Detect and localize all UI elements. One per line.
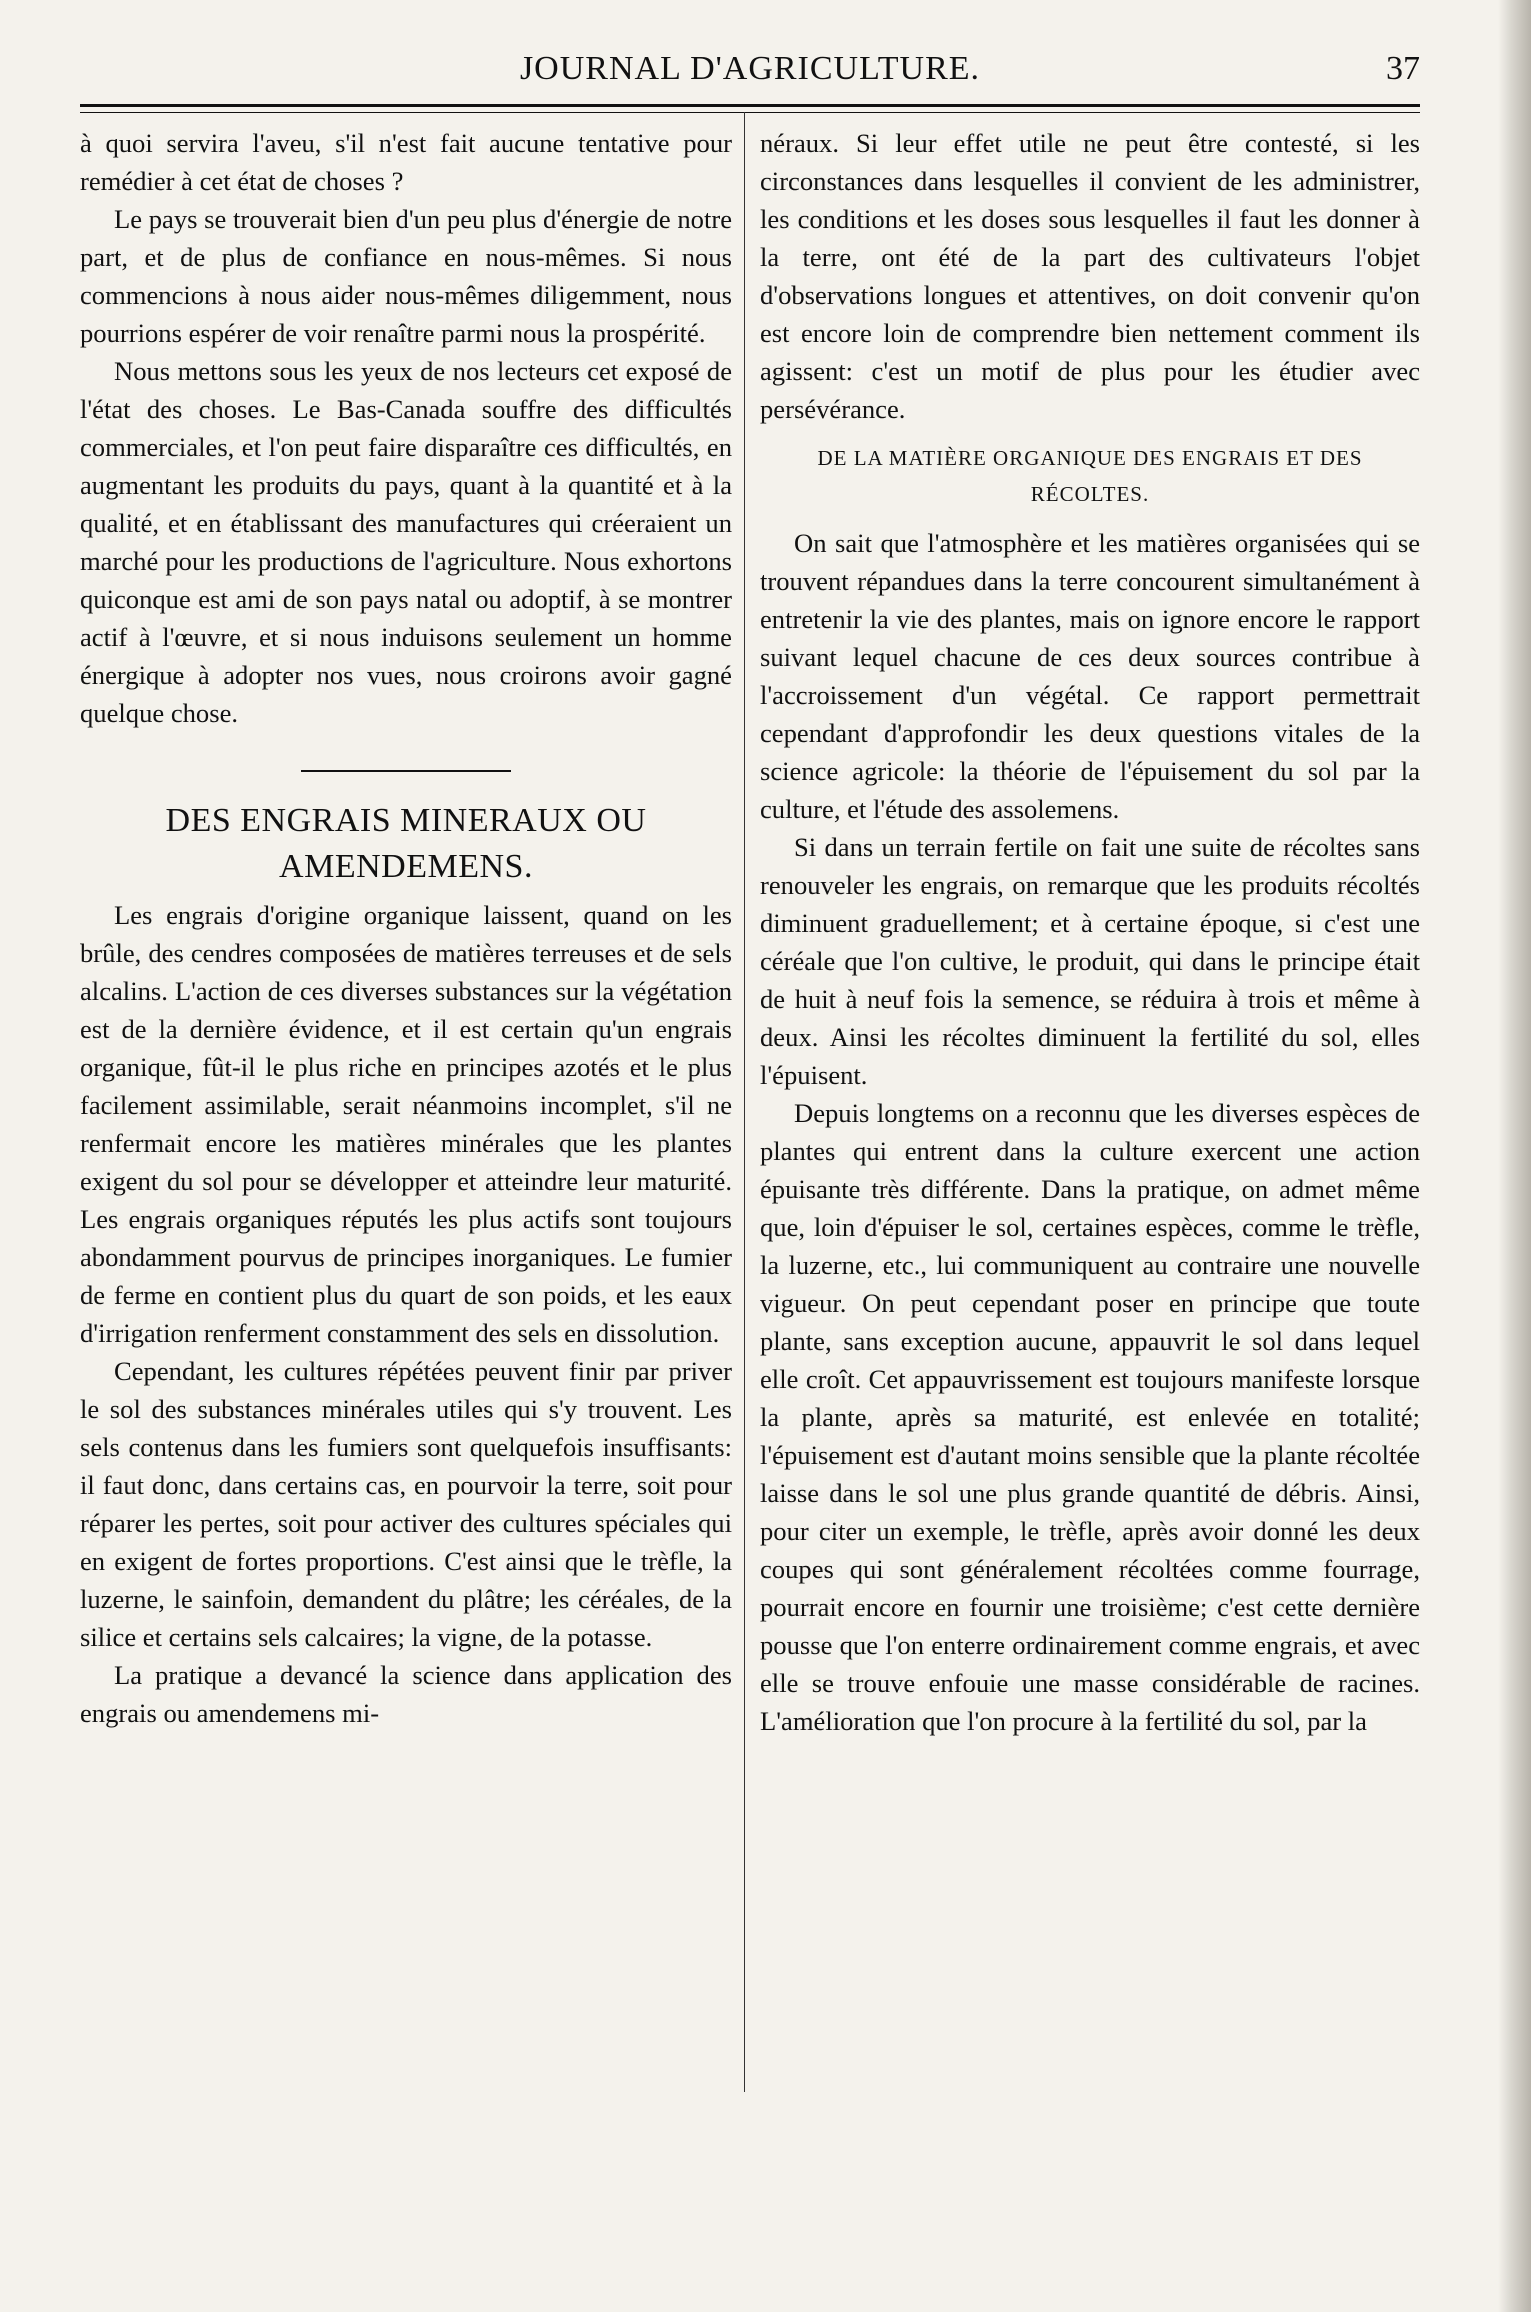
right-column: [760, 124, 1420, 1740]
section-separator: [301, 770, 511, 772]
paragraph: néraux. Si leur effet utile ne peut être contesté, si les circonstances dans lesquelles il convient de les administrer, les conditions et les doses sous lesquelles il faut les donner à la terre, ont été de la part des cultivateurs l'objet d'observations longues et attentives, on doit convenir qu'on est encore loin de comprendre bien nettement comment ils agissent: c'est un motif de plus pour les étudier avec persévérance.: [760, 128, 1420, 424]
header-rule-thick: [80, 104, 1420, 107]
page-number: 37: [1386, 50, 1420, 87]
paragraph: La pratique a devancé la science dans application des engrais ou amendemens mi-: [80, 1660, 732, 1728]
section-heading: DE LA MATIÈRE ORGANIQUE DES ENGRAIS ET DES RÉCOLTES.: [817, 446, 1363, 506]
journal-title: JOURNAL D'AGRICULTURE.: [519, 50, 981, 87]
paragraph: Les engrais d'origine organique laissent, quand on les brûle, des cendres composées de matières terreuses et de sels alcalins. L'action de ces diverses substances sur la végétation est de la dernière évidence, et il est certain qu'un engrais organique, fût-il le plus riche en principes azotés et le plus facilement assimilable, serait néanmoins incomplet, s'il ne renfermait encore les matières minérales que les plantes exigent du sol pour se développer et atteindre leur maturité. Les engrais organiques réputés les plus actifs sont toujours abondamment pourvus de principes inorganiques. Le fumier de ferme en contient plus du quart de son poids, et les eaux d'irrigation renferment constamment des sels en dissolution.: [80, 900, 732, 1348]
paragraph: Le pays se trouverait bien d'un peu plus d'énergie de notre part, et de plus de confiance en nous-mêmes. Si nous commencions à nous aider nous-mêmes diligemment, nous pourrions espérer de voir renaître parmi nous la prospérité.: [80, 204, 732, 348]
page-fold-shadow: [1498, 0, 1531, 2312]
left-column: [80, 124, 732, 1732]
paragraph: Cependant, les cultures répétées peuvent finir par priver le sol des substances minérales utiles qui s'y trouvent. Les sels contenus dans les fumiers sont quelquefois insuffisants: il faut donc, dans certains cas, en pourvoir la terre, soit pour réparer les pertes, soit pour activer des cultures spéciales qui en exigent de fortes proportions. C'est ainsi que le trèfle, la luzerne, le sainfoin, demandent du plâtre; les céréales, de la silice et certains sels calcaires; la vigne, de la potasse.: [80, 1356, 732, 1652]
header-rule-thin: [80, 112, 1420, 113]
page-header: [80, 40, 1420, 102]
paragraph: On sait que l'atmosphère et les matières organisées qui se trouvent répandues dans la terre concourent simultanément à entretenir la vie des plantes, mais on ignore encore le rapport suivant lequel chacune de ces deux sources contribue à l'accroissement d'un végétal. Ce rapport permettrait cependant d'approfondir les deux questions vitales de la science agricole: la théorie de l'épuisement du sol par la culture, et l'étude des assolemens.: [760, 528, 1420, 824]
paragraph: Nous mettons sous les yeux de nos lecteurs cet exposé de l'état des choses. Le Bas-Canada souffre des difficultés commerciales, et l'on peut faire disparaître ces difficultés, en augmentant les produits du pays, quant à la quantité et à la qualité, et en établissant des manufactures qui créeraient un marché pour les productions de l'agriculture. Nous exhortons quiconque est ami de son pays natal ou adoptif, à se montrer actif à l'œuvre, et si nous induisons seulement un homme énergique à adopter nos vues, nous croirons avoir gagné quelque chose.: [80, 356, 732, 728]
paragraph: à quoi servira l'aveu, s'il n'est fait aucune tentative pour remédier à cet état de choses ?: [80, 128, 732, 196]
paragraph: Si dans un terrain fertile on fait une suite de récoltes sans renouveler les engrais, on remarque que les produits récoltés diminuent graduellement; et à certaine époque, si c'est une céréale que l'on cultive, le produit, qui dans le principe était de huit à neuf fois la semence, se réduira à trois et même à deux. Ainsi les récoltes diminuent la fertilité du sol, elles l'épuisent.: [760, 832, 1420, 1090]
section-heading: DES ENGRAIS MINERAUX OU AMENDEMENS.: [165, 802, 647, 885]
column-divider: [744, 112, 745, 2092]
paragraph: Depuis longtems on a reconnu que les diverses espèces de plantes qui entrent dans la culture exercent une action épuisante très différente. Dans la pratique, on admet même que, loin d'épuiser le sol, certaines espèces, comme le trèfle, la luzerne, etc., lui communiquent au contraire une nouvelle vigueur. On peut cependant poser en principe que toute plante, sans exception aucune, appauvrit le sol dans lequel elle croît. Cet appauvrissement est toujours manifeste lorsque la plante, après sa maturité, est enlevée en totalité; l'épuisement est d'autant moins sensible que la plante récoltée laisse dans le sol une plus grande quantité de débris. Ainsi, pour citer un exemple, le trèfle, après avoir donné les deux coupes qui sont généralement récoltées comme fourrage, pourrait encore en fournir une troisième; c'est cette dernière pousse que l'on enterre ordinairement comme engrais, et avec elle se trouve enfouie une masse considérable de racines. L'amélioration que l'on procure à la fertilité du sol, par la: [760, 1098, 1420, 1736]
